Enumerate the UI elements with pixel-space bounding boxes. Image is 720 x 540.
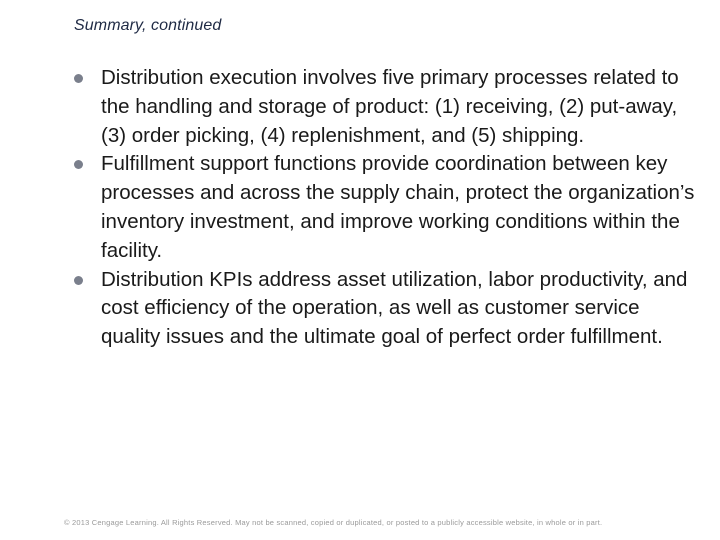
bullet-item bbox=[74, 266, 704, 352]
slide-title: Summary, continued bbox=[74, 17, 222, 34]
bullet-item bbox=[74, 64, 704, 150]
bullet-text: Distribution KPIs address asset utilization, labor productivity, and cost efficiency of the operation, as well as customer service quality issues and the ultimate goal of perfect order fulfillment. bbox=[101, 267, 688, 349]
copyright-footer: © 2013 Cengage Learning. All Rights Reserved. May not be scanned, copied or duplicated, or posted to a publicly accessible website, in whole or in part. bbox=[64, 518, 603, 527]
bullet-dot-icon bbox=[74, 74, 83, 83]
bullet-item bbox=[74, 150, 704, 265]
bullet-text: Distribution execution involves five primary processes related to the handling and storage of product: (1) receiving, (2) put-away, (3) order picking, (4) replenishment, and (5) shipping. bbox=[101, 66, 679, 147]
bullet-dot-icon bbox=[74, 276, 83, 285]
bullet-list bbox=[74, 64, 704, 352]
bullet-dot-icon bbox=[74, 160, 83, 169]
bullet-text: Fulfillment support functions provide coordination between key processes and across the supply chain, protect the organization’s inventory investment, and improve working conditions within the facility. bbox=[101, 152, 695, 262]
